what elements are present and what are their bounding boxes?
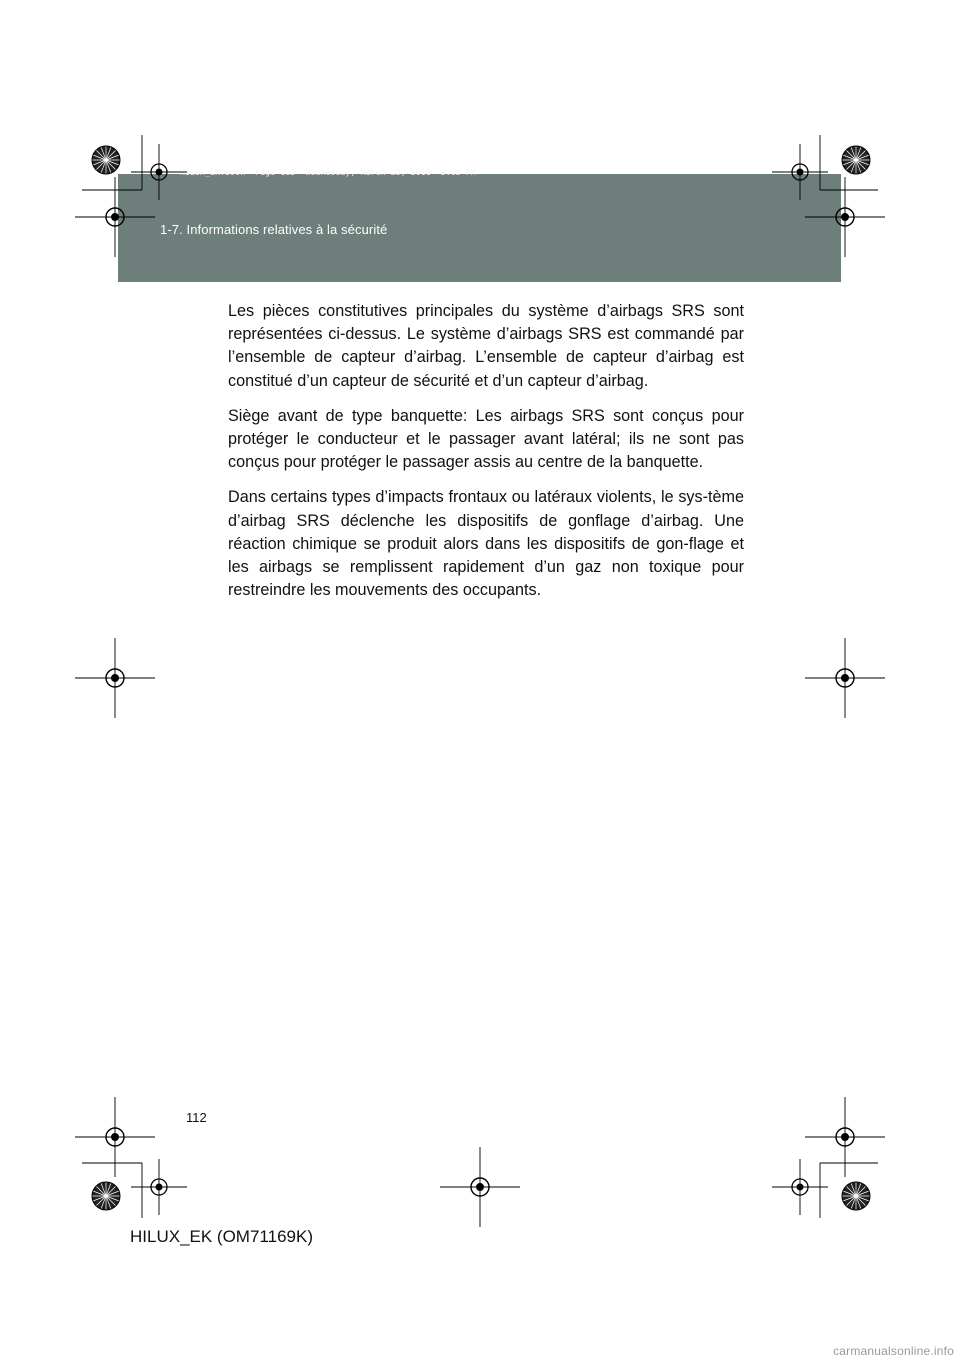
paragraph-deployment: Dans certains types d’impacts frontaux ou latéraux violents, le sys-tème d’airbag SRS déclenche les dispositifs de gonflage d’airbag. Une réaction chimique se produit alors dans les dispositifs de gon-flage et les airbags se remplissent rapidement d’un gaz non toxique pour restreindre les mouvements des occupants. [228,488,744,600]
book-file-stamp: HILUX_EK.book Page 112 Wednesday, March 23, 2011 3:03 PM [180,168,476,177]
paragraph-bench-seat: Siège avant de type banquette: Les airbags SRS sont conçus pour protéger le conducteur et le passager avant latéral; ils ne sont pas conçus pour protéger le passager assis au centre de la banquette. [228,406,744,472]
watermark-link[interactable]: carmanualsonline.info [833,1344,954,1358]
model-code: HILUX_EK (OM71169K) [130,1227,313,1246]
page-number: 112 [186,1110,207,1125]
section-title: 1-7. Informations relatives à la sécurité [160,222,388,237]
paragraph-components: Les pièces constitutives principales du système d’airbags SRS sont représentées ci-dessus. Le système d’airbags SRS est commandé par l’ensemble de capteur d’airbag. L’ensemble de capteur d’airbag est constitué d’un capteur de sécurité et d’un capteur d’airbag. [228,302,744,390]
